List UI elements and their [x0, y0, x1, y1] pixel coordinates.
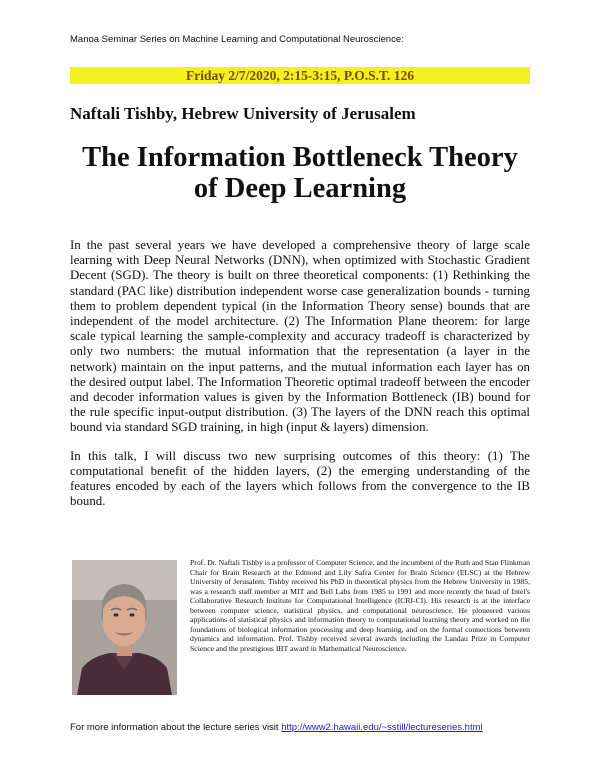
footer-text: For more information about the lecture series visit — [70, 722, 282, 733]
lecture-series-link[interactable]: http://www2.hawaii.edu/~sstill/lectureseries.html — [281, 722, 483, 733]
speaker-photo — [72, 560, 177, 695]
speaker-bio: Prof. Dr. Naftali Tishby is a professor of Computer Science, and the incumbent of the Ruth and Stan Flinkman Chair for Brain Research at the Edmond and Lily Safra Center for Brain Science (ELSC) at the Hebrew University of Jerusalem. Tishby received his PhD in theoretical physics from the Hebrew University in 1985, was a research staff member at MIT and Bell Labs from 1985 to 1991 and more recently the head of Intel's Collaborative Research Institute for Computational Intelligence (ICRI-CI). His research is at the interface between computer science, statistical physics, and computational neuroscience. He pioneered various applications of statistical physics and information theory to computational learning theory and worked on the foundations of biological information processing and deep learning, and on the formal connections between dynamics and information. Prof. Tishby received several awards including the Landau Prize in Computer Science and the prestigious IBT award in Mathematical Neuroscience. — [190, 558, 530, 653]
speaker-portrait-image — [72, 560, 177, 695]
abstract-paragraph-2: In this talk, I will discuss two new surprising outcomes of this theory: (1) The computational benefit of the hidden layers, (2) the emerging understanding of the features encoded by each of the layers which follows from the convergence to the IB bound. — [70, 448, 530, 509]
series-title: Manoa Seminar Series on Machine Learning and Computational Neuroscience: — [70, 34, 404, 45]
abstract-paragraph-1: In the past several years we have developed a comprehensive theory of large scale learning with Deep Neural Networks (DNN), when optimized with Stochastic Gradient Decent (SGD). The theory is built on three theoretical components: (1) Rethinking the standard (PAC like) distribution independent worse case generalization bounds - turning them to problem dependent typical (in the Information Theory sense) bounds that are independent of the model architecture. (2) The Information Plane theorem: for large scale typical learning the sample-complexity and accuracy tradeoff is characterized by only two numbers: the mutual information that the representation (a layer in the network) maintain on the input patterns, and the mutual information each layer has on the desired output label. The Information Theoretic optimal tradeoff between the encoder and decoder information values is given by the Information Bottleneck (IB) bound for the rule specific input-output distribution. (3) The layers of the DNN reach this optimal bound via standard SGD training, in high (input & layers) dimension. — [70, 238, 530, 435]
talk-title — [60, 142, 540, 204]
abstract — [70, 238, 530, 509]
talk-title-line-1: The Information Bottleneck Theory — [82, 142, 518, 173]
footer — [70, 722, 540, 733]
date-location-text: Friday 2/7/2020, 2:15-3:15, P.O.S.T. 126 — [185, 67, 414, 83]
date-location-banner — [70, 67, 530, 84]
speaker-name: Naftali Tishby, Hebrew University of Jerusalem — [70, 104, 416, 123]
talk-title-line-2: of Deep Learning — [193, 173, 407, 204]
